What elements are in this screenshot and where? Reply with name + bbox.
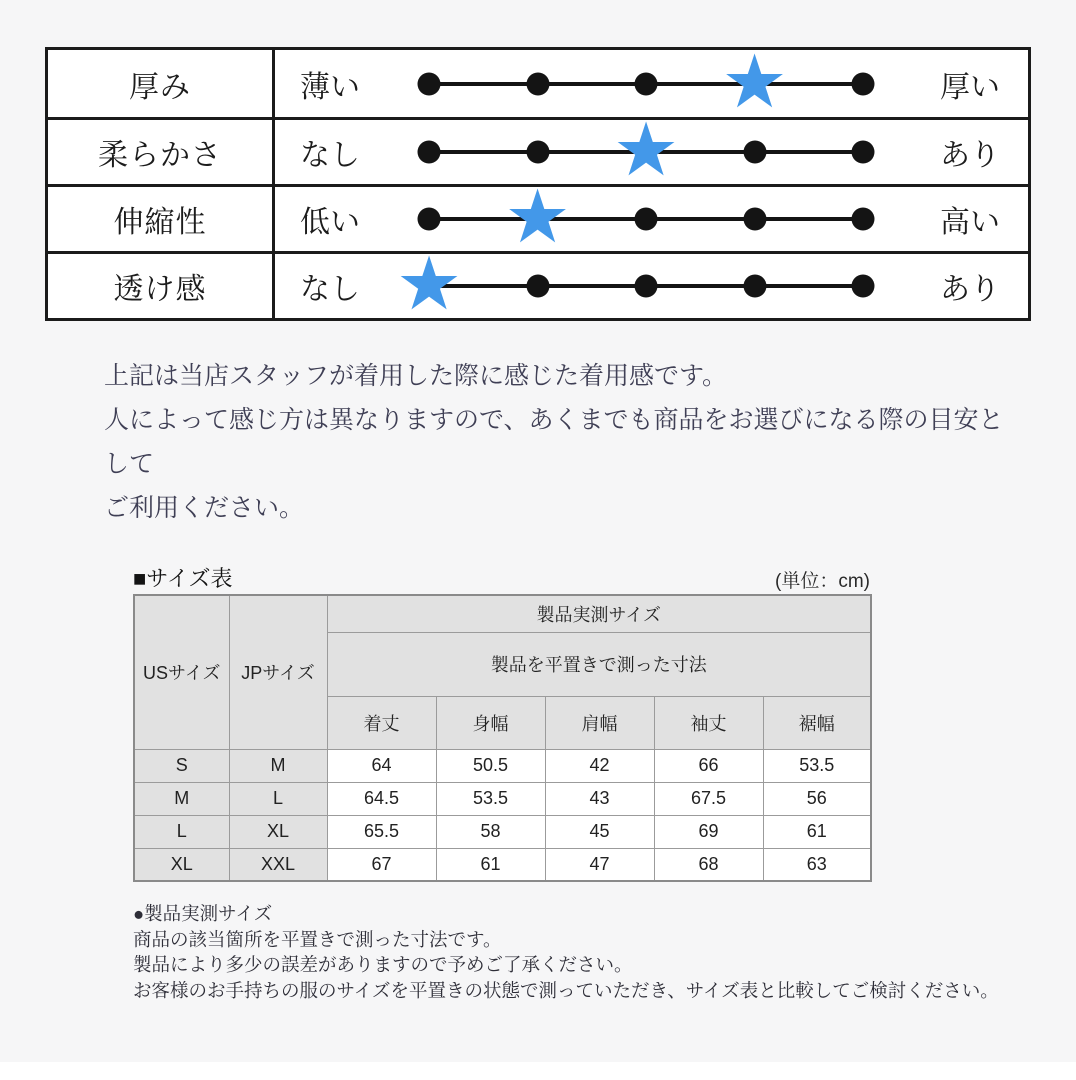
size-table-row [134,848,871,881]
size-chart-title-row [133,562,870,593]
measure-cell: 64 [327,749,436,782]
rating-star-icon: ★ [612,107,680,191]
rating-dot [852,275,875,298]
measure-cell: 50.5 [436,749,545,782]
measure-cell: 47 [545,848,654,881]
us-size-cell: XL [134,848,229,881]
rating-dot [418,208,441,231]
us-size-cell: M [134,782,229,815]
rating-dot [635,208,658,231]
col-header-hem: 裾幅 [763,696,871,749]
footnote-title: ●製品実測サイズ [133,903,273,924]
measure-cell: 64.5 [327,782,436,815]
measure-cell: 67 [327,848,436,881]
measure-cell: 58 [436,815,545,848]
measure-cell: 63 [763,848,871,881]
us-size-cell: L [134,815,229,848]
measure-cell: 67.5 [654,782,763,815]
jp-size-cell: L [229,782,327,815]
scale-min-label: 薄い [300,70,360,104]
rating-dot [418,141,441,164]
measure-cell: 53.5 [436,782,545,815]
scale-max-label: 高い [940,206,1000,239]
size-table-row [134,782,871,815]
jp-size-header: JPサイズ [229,595,327,749]
fit-note-line: 上記は当店スタッフが着用した際に感じた着用感です。 [104,362,728,390]
size-chart-footnotes [133,901,1033,1003]
rating-scale [429,107,863,191]
rating-dot [743,275,766,298]
rating-star-icon: ★ [504,174,571,258]
size-table-row [134,815,871,848]
measure-cell: 42 [545,749,654,782]
measure-cell: 56 [763,782,871,815]
jp-size-cell: M [229,749,327,782]
footnote-line: 商品の該当箇所を平置きで測った寸法です。 [133,928,502,950]
size-chart-unit-label: (単位：cm) [775,571,870,592]
measure-cell: 61 [763,815,871,848]
scale-max-label: あり [940,139,1000,172]
rating-row-stretch [48,174,1028,258]
footnote-line: お客様のお手持ちの服のサイズを平置きの状態で測っていただき、サイズ表と比較してご検討ください。 [133,979,999,1001]
rating-attribute-label: 柔らかさ [48,120,275,184]
scale-min-label: 低い [300,206,360,239]
footnote-line: 製品により多少の誤差がありますので予めご了承ください。 [133,954,633,975]
size-chart-table [133,594,872,882]
rating-dot [852,141,875,164]
rating-dot [526,72,549,95]
rating-dot [526,275,549,298]
fit-note-line: ご利用ください。 [104,494,305,522]
measure-cell: 69 [654,815,763,848]
rating-star-icon: ★ [395,241,463,325]
rating-dot [635,72,658,95]
rating-dot [743,141,766,164]
scale-max-label: あり [940,273,1000,306]
scale-min-label: なし [300,273,360,306]
col-header-length: 着丈 [327,696,436,749]
measure-cell: 45 [545,815,654,848]
rating-dot [852,72,875,95]
col-header-sleeve: 袖丈 [654,696,763,749]
rating-star-icon: ★ [721,39,788,123]
rating-attribute-label: 厚み [48,50,275,117]
jp-size-cell: XXL [229,848,327,881]
rating-attribute-label: 透け感 [48,254,275,318]
size-table-row [134,749,871,782]
measure-cell: 53.5 [763,749,871,782]
rating-scale [429,174,863,258]
fit-rating-table [45,39,1031,325]
rating-row-sheerness [48,241,1028,325]
measure-cell: 65.5 [327,815,436,848]
rating-dot [635,275,658,298]
rating-dot [526,141,549,164]
bottom-white-strip [0,1062,1076,1080]
measure-cell: 43 [545,782,654,815]
rating-attribute-label: 伸縮性 [48,187,275,251]
scale-max-label: 厚い [940,70,1000,104]
rating-dot [852,208,875,231]
measured-size-group-header: 製品実測サイズ [327,595,871,632]
scale-min-label: なし [300,139,360,172]
fit-notes-paragraph [104,354,1024,530]
measure-cell: 68 [654,848,763,881]
us-size-header: USサイズ [134,595,229,749]
col-header-shoulder: 肩幅 [545,696,654,749]
measured-size-group-subheader: 製品を平置きで測った寸法 [327,632,871,696]
fit-note-line: 人によって感じ方は異なりますので、あくまでも商品をお選びになる際の目安として [104,406,1004,478]
rating-row-thickness [48,39,1028,123]
measure-cell: 66 [654,749,763,782]
col-header-width: 身幅 [436,696,545,749]
size-chart-title: ■サイズ表 [133,566,233,591]
measure-cell: 61 [436,848,545,881]
rating-scale [395,241,863,325]
us-size-cell: S [134,749,229,782]
rating-dot [743,208,766,231]
jp-size-cell: XL [229,815,327,848]
rating-dot [418,72,441,95]
